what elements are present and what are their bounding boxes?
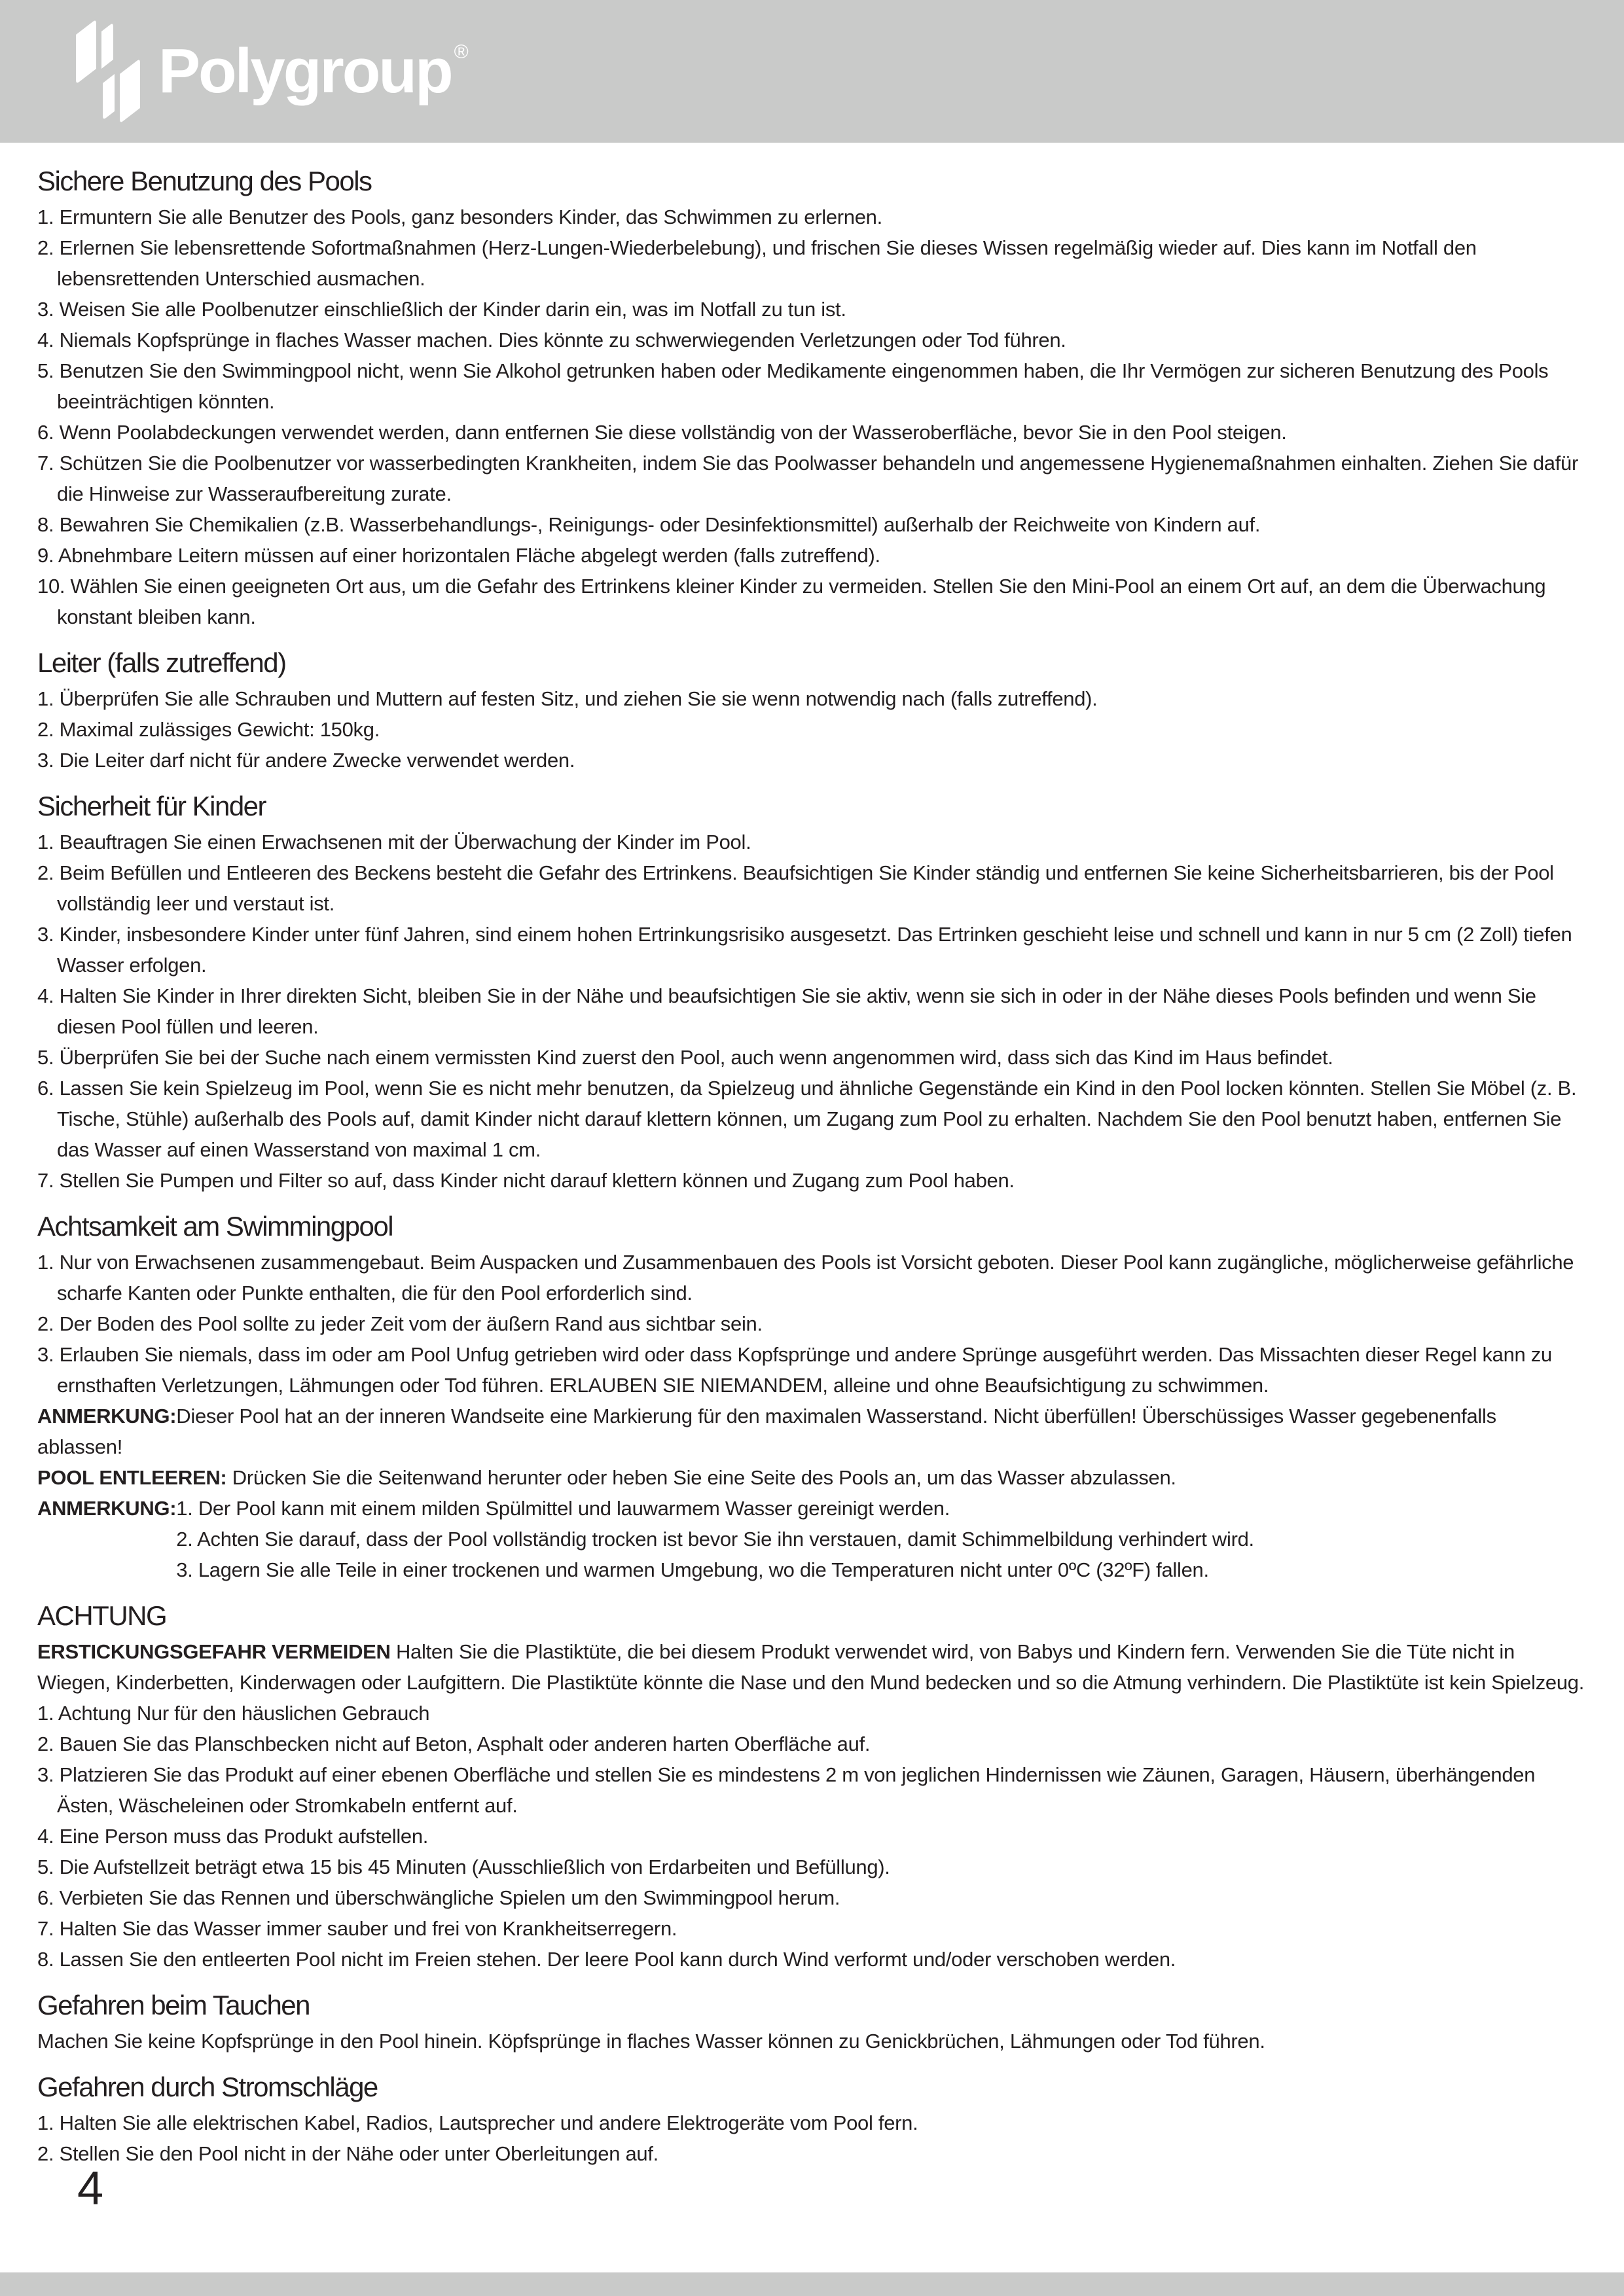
list-item: 1. Halten Sie alle elektrischen Kabel, Radios, Lautsprecher und andere Elektrogeräte vom Pool fern. bbox=[37, 2111, 918, 2134]
list-item: 1. Ermuntern Sie alle Benutzer des Pools, ganz besonders Kinder, das Schwimmen zu erlernen. bbox=[37, 206, 882, 228]
list-item: 3. Lagern Sie alle Teile in einer trockenen und warmen Umgebung, wo die Temperaturen nicht unter 0ºC (32ºF) fallen. bbox=[176, 1558, 1209, 1581]
list-item: 3. Platzieren Sie das Produkt auf einer ebenen Oberfläche und stellen Sie es mindestens 2 m von jeglichen Hindernissen wie Zäunen, Garagen, Häusern, überhängenden Ästen, Wäscheleinen oder Stromkabeln entfernt auf. bbox=[37, 1763, 1536, 1817]
warning-label: ERSTICKUNGSGEFAHR VERMEIDEN bbox=[37, 1640, 391, 1663]
section-leiter bbox=[37, 648, 1586, 776]
suffocation-warning bbox=[37, 1636, 1586, 1698]
note-cleaning-storage bbox=[37, 1493, 1586, 1585]
list-item: 4. Niemals Kopfsprünge in flaches Wasser machen. Dies könnte zu schwerwiegenden Verletzungen oder Tod führen. bbox=[37, 329, 1066, 351]
list-item: 7. Schützen Sie die Poolbenutzer vor wasserbedingten Krankheiten, indem Sie das Poolwasser behandeln und angemessene Hygienemaßnahmen einhalten. Ziehen Sie dafür die Hinweise zur Wasseraufbereitung zurate. bbox=[37, 452, 1579, 505]
list-item: 2. Bauen Sie das Planschbecken nicht auf Beton, Asphalt oder anderen harten Oberfläche auf. bbox=[37, 1732, 871, 1755]
note-label: POOL ENTLEEREN: bbox=[37, 1466, 227, 1489]
list-item: 2. Achten Sie darauf, dass der Pool vollständig trocken ist bevor Sie ihn verstauen, damit Schimmelbildung verhindert wird. bbox=[176, 1528, 1254, 1551]
section-title: Sicherheit für Kinder bbox=[37, 791, 266, 821]
list-item: 6. Verbieten Sie das Rennen und überschwängliche Spielen um den Swimmingpool herum. bbox=[37, 1886, 840, 1909]
list-item: 6. Wenn Poolabdeckungen verwendet werden, dann entfernen Sie diese vollständig von der Wasseroberfläche, bevor Sie in den Pool steigen. bbox=[37, 421, 1287, 444]
note-label: ANMERKUNG: bbox=[37, 1405, 177, 1427]
list-item: 2. Erlernen Sie lebensrettende Sofortmaßnahmen (Herz-Lungen-Wiederbelebung), und frischen Sie dieses Wissen regelmäßig wieder auf. Dies kann im Notfall den lebensrettenden Unterschied ausmachen. bbox=[37, 236, 1477, 290]
section-achtsamkeit bbox=[37, 1211, 1586, 1585]
list-item: 2. Der Boden des Pool sollte zu jeder Zeit vom der äußern Rand aus sichtbar sein. bbox=[37, 1312, 763, 1335]
list-item: 10. Wählen Sie einen geeigneten Ort aus, um die Gefahr des Ertrinkens kleiner Kinder zu vermeiden. Stellen Sie den Mini-Pool an einem Ort auf, an dem die Überwachung konstant bleiben kann. bbox=[37, 575, 1546, 628]
page-content bbox=[0, 143, 1624, 2169]
note-label: ANMERKUNG: bbox=[37, 1497, 177, 1520]
section-achtung bbox=[37, 1601, 1586, 1975]
note-pool-entleeren bbox=[37, 1462, 1586, 1493]
list-item: 2. Maximal zulässiges Gewicht: 150kg. bbox=[37, 718, 380, 741]
section-title: Gefahren beim Tauchen bbox=[37, 1990, 310, 2020]
list-item: 5. Die Aufstellzeit beträgt etwa 15 bis 45 Minuten (Ausschließlich von Erdarbeiten und Befüllung). bbox=[37, 1856, 890, 1878]
section-gefahren-stromschlaege bbox=[37, 2072, 1586, 2169]
list-item: 6. Lassen Sie kein Spielzeug im Pool, wenn Sie es nicht mehr benutzen, da Spielzeug und ähnliche Gegenstände ein Kind in den Pool locken könnten. Stellen Sie Möbel (z. B. Tische, Stühle) außerhalb des Pools auf, damit Kinder nicht darauf klettern können, um Zugang zum Pool zu erhalten. Nachdem Sie den Pool benutzt haben, entfernen Sie das Wasser auf einen Wasserstand von maximal 1 cm. bbox=[37, 1077, 1577, 1161]
list-item: 2. Stellen Sie den Pool nicht in der Nähe oder unter Oberleitungen auf. bbox=[37, 2142, 659, 2165]
list-item: 3. Kinder, insbesondere Kinder unter fünf Jahren, sind einem hohen Ertrinkungsrisiko ausgesetzt. Das Ertrinken geschieht leise und schnell und kann in nur 5 cm (2 Zoll) tiefen Wasser erfolgen. bbox=[37, 923, 1572, 977]
list-item: 1. Überprüfen Sie alle Schrauben und Muttern auf festen Sitz, und ziehen Sie sie wenn notwendig nach (falls zutreffend). bbox=[37, 687, 1098, 710]
list-item: 8. Lassen Sie den entleerten Pool nicht im Freien stehen. Der leere Pool kann durch Wind verformt und/oder verschoben werden. bbox=[37, 1948, 1176, 1971]
section-sicherheit-kinder bbox=[37, 791, 1586, 1196]
list-item: 3. Weisen Sie alle Poolbenutzer einschließlich der Kinder darin ein, was im Notfall zu tun ist. bbox=[37, 298, 846, 321]
brand-logo bbox=[76, 20, 469, 122]
section-title: ACHTUNG bbox=[37, 1600, 167, 1631]
section-sichere-benutzung bbox=[37, 166, 1586, 632]
list-item: 3. Erlauben Sie niemals, dass im oder am Pool Unfug getrieben wird oder dass Kopfsprünge und andere Sprünge ausgeführt werden. Das Missachten dieser Regel kann zu ernsthaften Verletzungen, Lähmungen oder Tod führen. ERLAUBEN SIE NIEMANDEM, alleine und ohne Beaufsichtigung zu schwimmen. bbox=[37, 1343, 1552, 1397]
footer-bar bbox=[0, 2272, 1624, 2296]
diving-warning-text: Machen Sie keine Kopfsprünge in den Pool hinein. Köpfsprünge in flaches Wasser können zu Genickbrüchen, Lähmungen oder Tod führen. bbox=[37, 2030, 1265, 2053]
section-title: Gefahren durch Stromschläge bbox=[37, 2072, 378, 2102]
list-item: 8. Bewahren Sie Chemikalien (z.B. Wasserbehandlungs-, Reinigungs- oder Desinfektionsmittel) außerhalb der Reichweite von Kindern auf. bbox=[37, 513, 1261, 536]
list-item: 2. Beim Befüllen und Entleeren des Beckens besteht die Gefahr des Ertrinkens. Beaufsichtigen Sie Kinder ständig und entfernen Sie keine Sicherheitsbarrieren, bis der Pool vollständig leer und verstaut ist. bbox=[37, 861, 1554, 915]
header-bar bbox=[0, 0, 1624, 143]
list-item: 5. Benutzen Sie den Swimmingpool nicht, wenn Sie Alkohol getrunken haben oder Medikamente eingenommen haben, die Ihr Vermögen zur sicheren Benutzung des Pools beeinträchtigen könnten. bbox=[37, 359, 1549, 413]
section-title: Sichere Benutzung des Pools bbox=[37, 166, 372, 196]
warning-text: Halten Sie die Plastiktüte, die bei diesem Produkt verwendet wird, von Babys und Kindern fern. Verwenden Sie die Tüte nicht in Wiegen, Kinderbetten, Kinderwagen oder Laufgittern. Die Plastiktüte könnte die Nase und den Mund bedecken und so die Atmung verhindern. Die Plastiktüte ist kein Spielzeug. bbox=[37, 1640, 1585, 1694]
polygroup-logo-icon bbox=[76, 20, 140, 122]
note-text: Drücken Sie die Seitenwand herunter oder heben Sie eine Seite des Pools an, um das Wasser abzulassen. bbox=[226, 1466, 1176, 1489]
note-text: Dieser Pool hat an der inneren Wandseite eine Markierung für den maximalen Wasserstand. Nicht überfüllen! Überschüssiges Wasser gegebenenfalls ablassen! bbox=[37, 1405, 1496, 1458]
section-gefahren-tauchen bbox=[37, 1990, 1586, 2056]
list-item: 4. Eine Person muss das Produkt aufstellen. bbox=[37, 1825, 429, 1848]
brand-name-text: Polygroup bbox=[158, 36, 452, 106]
section-title: Achtsamkeit am Swimmingpool bbox=[37, 1211, 393, 1242]
section-title: Leiter (falls zutreffend) bbox=[37, 647, 286, 678]
registered-trademark-mark: ® bbox=[454, 41, 469, 63]
list-item: 9. Abnehmbare Leitern müssen auf einer horizontalen Fläche abgelegt werden (falls zutreffend). bbox=[37, 544, 880, 567]
page-number: 4 bbox=[77, 2162, 104, 2215]
list-item: 5. Überprüfen Sie bei der Suche nach einem vermissten Kind zuerst den Pool, auch wenn angenommen wird, dass sich das Kind im Haus befindet. bbox=[37, 1046, 1333, 1069]
note-sub-list bbox=[176, 1493, 1586, 1585]
note-max-water-level bbox=[37, 1401, 1586, 1462]
list-item: 3. Die Leiter darf nicht für andere Zwecke verwendet werden. bbox=[37, 749, 575, 772]
brand-name bbox=[158, 36, 469, 106]
list-item: 7. Stellen Sie Pumpen und Filter so auf, dass Kinder nicht darauf klettern können und Zugang zum Pool haben. bbox=[37, 1169, 1015, 1192]
list-item: 4. Halten Sie Kinder in Ihrer direkten Sicht, bleiben Sie in der Nähe und beaufsichtigen Sie sie aktiv, wenn sie sich in oder in der Nähe dieses Pools befinden und wenn Sie diesen Pool füllen und leeren. bbox=[37, 984, 1536, 1038]
list-item: 1. Der Pool kann mit einem milden Spülmittel und lauwarmem Wasser gereinigt werden. bbox=[176, 1497, 950, 1520]
list-item: 7. Halten Sie das Wasser immer sauber und frei von Krankheitserregern. bbox=[37, 1917, 677, 1940]
list-item: 1. Nur von Erwachsenen zusammengebaut. Beim Auspacken und Zusammenbauen des Pools ist Vorsicht geboten. Dieser Pool kann zugängliche, möglicherweise gefährliche scharfe Kanten oder Punkte enthalten, die für den Pool erforderlich sind. bbox=[37, 1251, 1574, 1304]
list-item: 1. Beauftragen Sie einen Erwachsenen mit der Überwachung der Kinder im Pool. bbox=[37, 831, 751, 853]
list-item: 1. Achtung Nur für den häuslichen Gebrauch bbox=[37, 1702, 430, 1725]
